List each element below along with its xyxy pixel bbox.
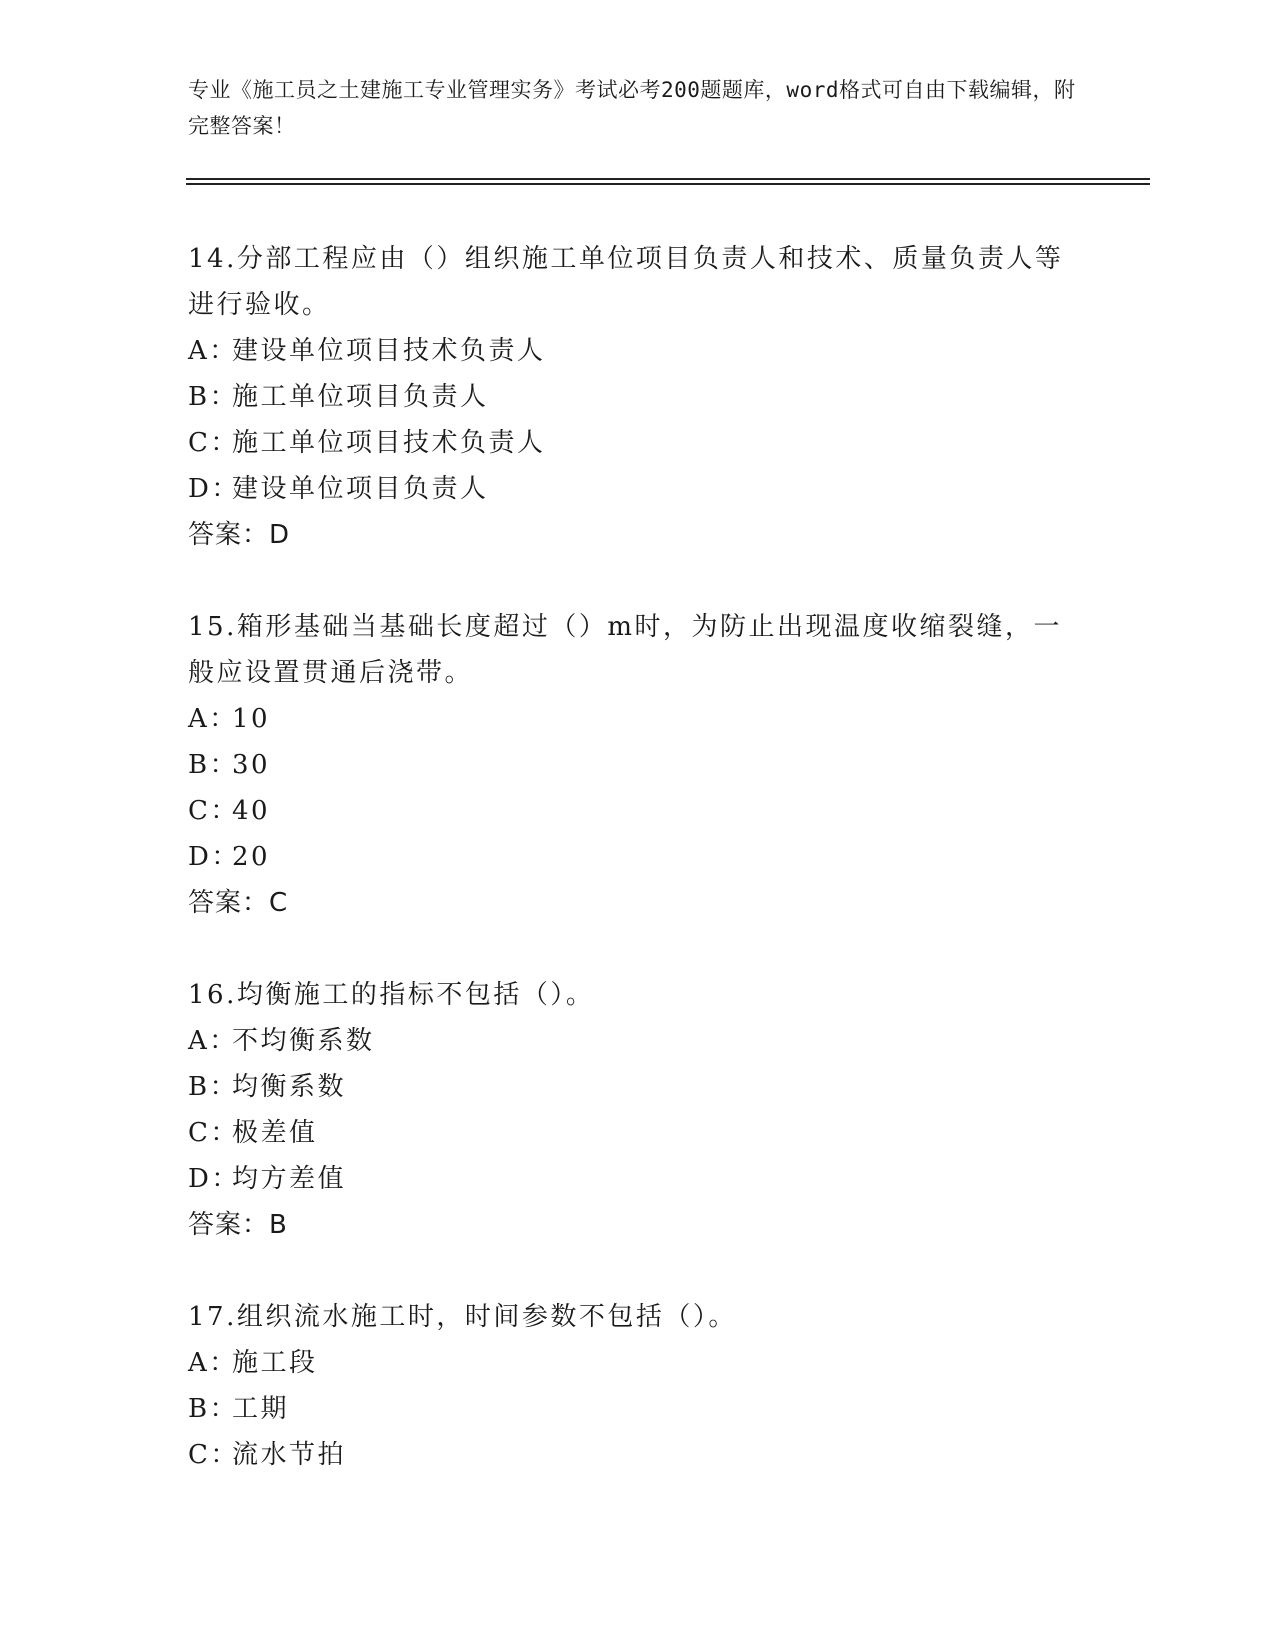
document-header: 专业《施工员之土建施工专业管理实务》考试必考200题题库，word格式可自由下载编辑，附完整答案！: [188, 78, 1076, 138]
option-text: 均衡系数: [232, 1072, 347, 1102]
option-key: A：: [188, 1026, 238, 1056]
option-key: D：: [188, 1164, 240, 1194]
question-16: [188, 972, 1088, 1248]
option-key: A：: [188, 704, 238, 734]
option-key: A：: [188, 1348, 238, 1378]
question-stem: 14.分部工程应由（）组织施工单位项目负责人和技术、质量负责人等进行验收。: [188, 244, 1064, 320]
option-d: [188, 834, 1088, 880]
option-text: 施工单位项目技术负责人: [232, 428, 546, 458]
option-text: 施工段: [232, 1348, 318, 1378]
option-b: [188, 1386, 1088, 1432]
option-key: B：: [188, 382, 239, 412]
option-key: C：: [188, 428, 239, 458]
option-key: C：: [188, 1440, 239, 1470]
option-key: B：: [188, 1072, 239, 1102]
option-b: [188, 374, 1088, 420]
option-b: [188, 1064, 1088, 1110]
option-text: 均方差值: [232, 1164, 347, 1194]
option-key: D：: [188, 474, 240, 504]
option-text: 极差值: [232, 1118, 318, 1148]
option-text: 不均衡系数: [232, 1026, 375, 1056]
option-text: 30: [232, 750, 271, 780]
header-divider-bottom: [186, 183, 1150, 185]
option-key: A：: [188, 336, 238, 366]
answer-line: 答案：D: [188, 520, 291, 550]
option-a: [188, 328, 1088, 374]
option-key: C：: [188, 796, 239, 826]
option-text: 20: [232, 842, 271, 872]
answer-line: 答案：C: [188, 888, 289, 918]
question-list: [188, 236, 1088, 1524]
option-b: [188, 742, 1088, 788]
option-text: 工期: [232, 1394, 290, 1424]
option-c: [188, 788, 1088, 834]
question-17: [188, 1294, 1088, 1478]
option-c: [188, 420, 1088, 466]
option-d: [188, 466, 1088, 512]
option-a: [188, 696, 1088, 742]
option-c: [188, 1110, 1088, 1156]
question-stem: 16.均衡施工的指标不包括（）。: [188, 980, 595, 1010]
option-key: B：: [188, 1394, 239, 1424]
option-a: [188, 1018, 1088, 1064]
option-text: 40: [232, 796, 271, 826]
question-14: [188, 236, 1088, 558]
option-key: B：: [188, 750, 239, 780]
question-stem: 15.箱形基础当基础长度超过（）m时，为防止出现温度收缩裂缝，一般应设置贯通后浇带。: [188, 612, 1063, 688]
option-key: C：: [188, 1118, 239, 1148]
option-c: [188, 1432, 1088, 1478]
option-text: 建设单位项目负责人: [232, 474, 489, 504]
answer-line: 答案：B: [188, 1210, 288, 1240]
option-key: D：: [188, 842, 240, 872]
question-15: [188, 604, 1088, 926]
option-a: [188, 1340, 1088, 1386]
question-stem: 17.组织流水施工时，时间参数不包括（）。: [188, 1302, 737, 1332]
option-text: 流水节拍: [232, 1440, 347, 1470]
option-d: [188, 1156, 1088, 1202]
header-divider-top: [186, 178, 1150, 180]
option-text: 10: [232, 704, 271, 734]
option-text: 建设单位项目技术负责人: [232, 336, 546, 366]
option-text: 施工单位项目负责人: [232, 382, 489, 412]
